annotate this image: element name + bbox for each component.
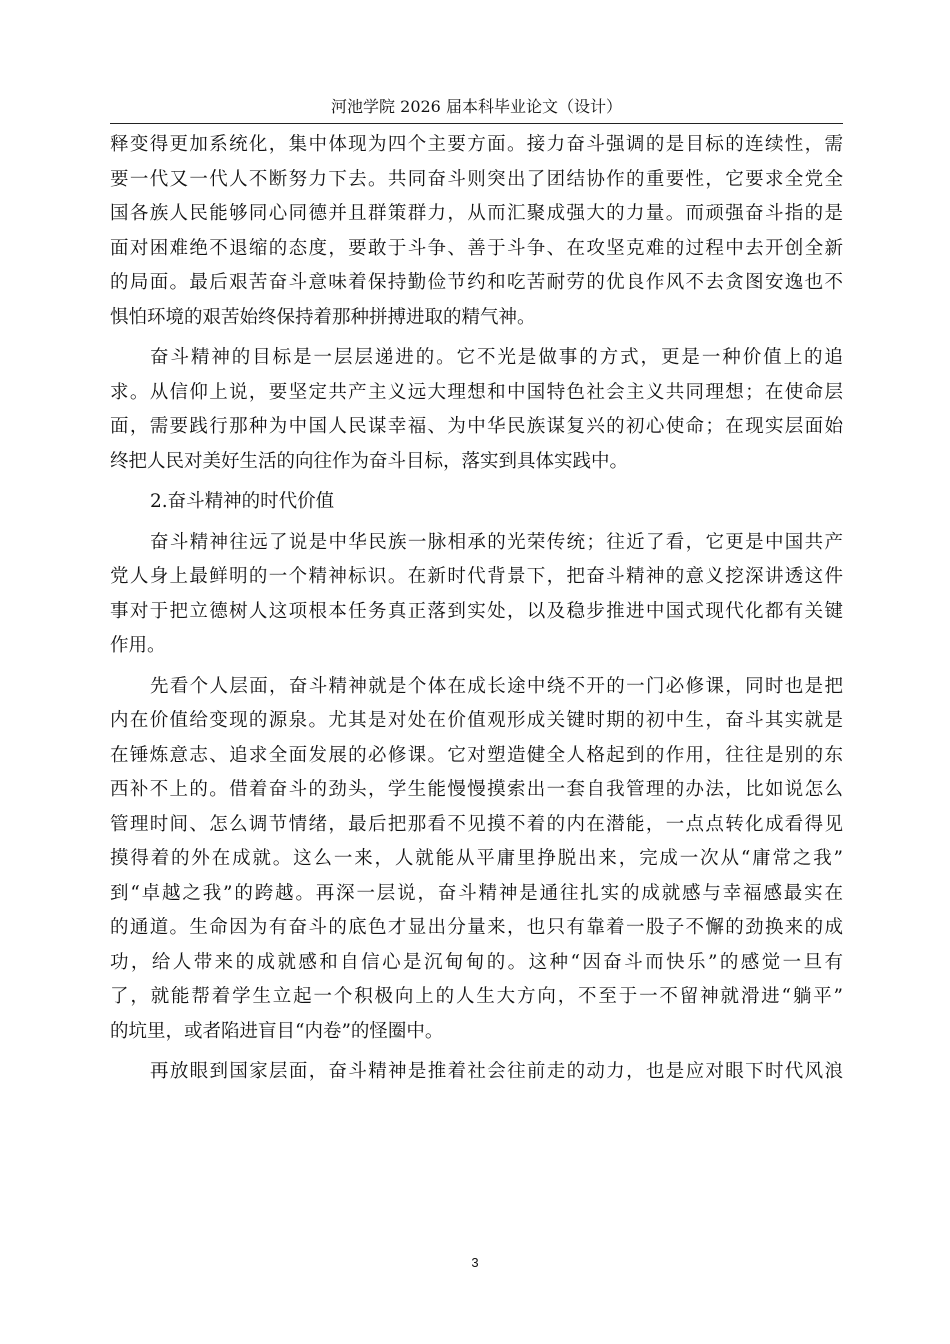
text-line: 奋斗精神往远了说是中华民族一脉相承的光荣传统；往近了看，它更是中国共产 [150,531,843,553]
text-line: 了，就能帮着学生立起一个积极向上的人生大方向，不至于一不留神就滑进“躺平” [110,986,843,1007]
text-line: 西补不上的。借着奋斗的劲头，学生能慢慢摸索出一套自我管理的办法，比如说怎么 [110,779,843,800]
text-line: 要一代又一代人不断努力下去。共同奋斗则突出了团结协作的重要性，它要求全党全 [110,168,843,190]
header-divider [110,123,843,124]
text-line: 释变得更加系统化，集中体现为四个主要方面。接力奋斗强调的是目标的连续性，需 [110,134,843,155]
text-line: 摸得着的外在成就。这么一来，人就能从平庸里挣脱出来，完成一次从“庸常之我” [110,848,843,869]
paragraph [110,341,843,479]
text-line: 2.奋斗精神的时代价值 [150,491,335,512]
body-text [110,128,843,1096]
text-line: 功，给人带来的成就感和自信心是沉甸甸的。这种“因奋斗而快乐”的感觉一旦有 [110,951,843,973]
text-line: 作用。 [110,635,166,656]
section-heading [110,485,843,520]
text-line: 求。从信仰上说，要坚定共产主义远大理想和中国特色社会主义共同理想；在使命层 [110,381,843,403]
paragraph [110,670,843,1050]
text-line: 管理时间、怎么调节情绪，最后把那看不见摸不着的内在潜能，一点点转化成看得见 [110,813,843,835]
page-header: 河池学院 2026 届本科毕业论文（设计） [331,97,622,116]
paragraph [110,1055,843,1090]
text-line: 再放眼到国家层面，奋斗精神是推着社会往前走的动力，也是应对眼下时代风浪 [150,1061,843,1082]
paragraph [110,526,843,664]
text-line: 事对于把立德树人这项根本任务真正落到实处，以及稳步推进中国式现代化都有关键 [110,600,843,622]
page-number: 3 [471,1255,479,1270]
text-line: 在锤炼意志、追求全面发展的必修课。它对塑造健全人格起到的作用，往往是别的东 [110,744,843,766]
text-line: 党人身上最鲜明的一个精神标识。在新时代背景下，把奋斗精神的意义挖深讲透这件 [110,566,843,587]
text-line: 面对困难绝不退缩的态度，要敢于斗争、善于斗争、在攻坚克难的过程中去开创全新 [110,237,843,259]
text-line: 奋斗精神的目标是一层层递进的。它不光是做事的方式，更是一种价值上的追 [150,347,843,368]
text-line: 到“卓越之我”的跨越。再深一层说，奋斗精神是通往扎实的成就感与幸福感最实在 [110,882,843,904]
paragraph [110,128,843,335]
text-line: 惧怕环境的艰苦始终保持着那种拼搏进取的精气神。 [110,306,536,328]
text-line: 面，需要践行那种为中国人民谋幸福、为中华民族谋复兴的初心使命；在现实层面始 [110,416,843,437]
text-line: 的局面。最后艰苦奋斗意味着保持勤俭节约和吃苦耐劳的优良作风不去贪图安逸也不 [110,272,843,293]
text-line: 的坑里，或者陷进盲目“内卷”的怪圈中。 [110,1020,444,1042]
text-line: 国各族人民能够同心同德并且群策群力，从而汇聚成强大的力量。而顽强奋斗指的是 [110,203,843,224]
text-line: 终把人民对美好生活的向往作为奋斗目标，落实到具体实践中。 [110,450,629,472]
text-line: 的通道。生命因为有奋斗的底色才显出分量来，也只有靠着一股子不懈的劲换来的成 [110,917,843,938]
text-line: 内在价值给变现的源泉。尤其是对处在价值观形成关键时期的初中生，奋斗其实就是 [110,710,843,731]
text-line: 先看个人层面，奋斗精神就是个体在成长途中绕不开的一门必修课，同时也是把 [150,675,843,697]
